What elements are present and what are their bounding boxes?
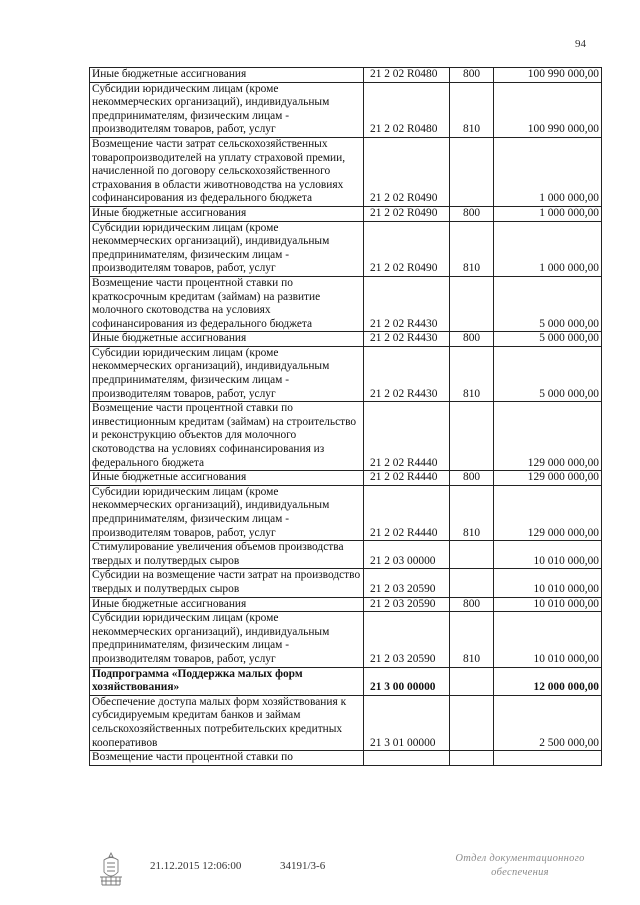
cell-description: Субсидии юридическим лицам (кроме некоммерческих организаций), индивидуальным предпринимателям, физическим лицам - производителям товаров, работ, услуг — [90, 612, 364, 667]
cell-amount: 10 010 000,00 — [494, 541, 602, 569]
cell-description: Субсидии юридическим лицам (кроме некоммерческих организаций), индивидуальным предпринимателям, физическим лицам - производителям товаров, работ, услуг — [90, 485, 364, 540]
cell-amount: 129 000 000,00 — [494, 402, 602, 471]
cell-expense-type: 810 — [450, 346, 494, 401]
footer-document-code: 34191/3-6 — [280, 860, 326, 872]
cell-expense-type — [450, 695, 494, 750]
cell-description: Субсидии юридическим лицам (кроме некоммерческих организаций), индивидуальным предпринимателям, физическим лицам - производителям товаров, работ, услуг — [90, 221, 364, 276]
cell-target-code: 21 2 02 R0480 — [364, 82, 450, 137]
cell-amount: 1 000 000,00 — [494, 221, 602, 276]
cell-target-code: 21 2 02 R4440 — [364, 402, 450, 471]
cell-target-code: 21 2 02 R4440 — [364, 471, 450, 486]
table-row — [90, 346, 602, 401]
cell-amount: 100 990 000,00 — [494, 68, 602, 83]
cell-target-code: 21 3 00 00000 — [364, 667, 450, 695]
cell-amount: 100 990 000,00 — [494, 82, 602, 137]
page-number: 94 — [575, 38, 586, 50]
cell-description: Возмещение части процентной ставки по инвестиционным кредитам (займам) на строительство и реконструкцию объектов для молочного скотоводства на условиях софинансирования из федерального бюджета — [90, 402, 364, 471]
table-row — [90, 695, 602, 750]
cell-target-code: 21 2 02 R0490 — [364, 137, 450, 206]
cell-amount — [494, 751, 602, 766]
stamp-line-1: Отдел документационного — [455, 853, 585, 864]
table-row — [90, 541, 602, 569]
cell-description: Возмещение части процентной ставки по — [90, 751, 364, 766]
budget-table — [89, 67, 602, 766]
table-row — [90, 667, 602, 695]
cell-target-code: 21 2 02 R4430 — [364, 346, 450, 401]
cell-target-code — [364, 751, 450, 766]
table-row — [90, 751, 602, 766]
cell-amount: 1 000 000,00 — [494, 137, 602, 206]
cell-target-code: 21 2 03 20590 — [364, 569, 450, 597]
stamp-line-2: обеспечения — [491, 867, 549, 878]
cell-target-code: 21 2 02 R0490 — [364, 206, 450, 221]
cell-expense-type: 810 — [450, 82, 494, 137]
cell-expense-type: 800 — [450, 471, 494, 486]
cell-target-code: 21 2 02 R4430 — [364, 276, 450, 331]
cell-description: Подпрограмма «Поддержка малых форм хозяйствования» — [90, 667, 364, 695]
cell-description: Иные бюджетные ассигнования — [90, 597, 364, 612]
table-row — [90, 597, 602, 612]
department-stamp — [445, 852, 595, 880]
coat-of-arms-icon — [96, 850, 126, 888]
cell-amount: 10 010 000,00 — [494, 569, 602, 597]
cell-amount: 10 010 000,00 — [494, 597, 602, 612]
footer-datetime: 21.12.2015 12:06:00 — [150, 860, 242, 872]
cell-expense-type — [450, 402, 494, 471]
cell-description: Возмещение части затрат сельскохозяйственных товаропроизводителей на уплату страховой премии, начисленной по договору сельскохозяйственного страхования в области животноводства на условиях софинансирования из федерального бюджета — [90, 137, 364, 206]
table-row — [90, 82, 602, 137]
cell-expense-type: 800 — [450, 68, 494, 83]
cell-description: Субсидии юридическим лицам (кроме некоммерческих организаций), индивидуальным предпринимателям, физическим лицам - производителям товаров, работ, услуг — [90, 346, 364, 401]
cell-amount: 2 500 000,00 — [494, 695, 602, 750]
cell-target-code: 21 2 02 R0490 — [364, 221, 450, 276]
cell-expense-type — [450, 541, 494, 569]
cell-description: Стимулирование увеличения объемов производства твердых и полутвердых сыров — [90, 541, 364, 569]
cell-description: Субсидии юридическим лицам (кроме некоммерческих организаций), индивидуальным предпринимателям, физическим лицам - производителям товаров, работ, услуг — [90, 82, 364, 137]
cell-description: Иные бюджетные ассигнования — [90, 68, 364, 83]
table-row — [90, 332, 602, 347]
table-row — [90, 68, 602, 83]
cell-amount: 10 010 000,00 — [494, 612, 602, 667]
cell-target-code: 21 2 02 R4440 — [364, 485, 450, 540]
cell-expense-type: 810 — [450, 612, 494, 667]
table-row — [90, 206, 602, 221]
table-row — [90, 137, 602, 206]
cell-expense-type: 810 — [450, 221, 494, 276]
cell-description: Субсидии на возмещение части затрат на производство твердых и полутвердых сыров — [90, 569, 364, 597]
table-row — [90, 569, 602, 597]
cell-expense-type — [450, 667, 494, 695]
cell-target-code: 21 2 02 R4430 — [364, 332, 450, 347]
cell-amount: 129 000 000,00 — [494, 485, 602, 540]
cell-description: Иные бюджетные ассигнования — [90, 471, 364, 486]
cell-amount: 1 000 000,00 — [494, 206, 602, 221]
cell-expense-type: 800 — [450, 332, 494, 347]
table-row — [90, 221, 602, 276]
cell-expense-type — [450, 276, 494, 331]
cell-description: Возмещение части процентной ставки по краткосрочным кредитам (займам) на развитие молочного скотоводства на условиях софинансирования из федерального бюджета — [90, 276, 364, 331]
cell-expense-type — [450, 569, 494, 597]
cell-description: Иные бюджетные ассигнования — [90, 206, 364, 221]
cell-expense-type: 800 — [450, 206, 494, 221]
cell-expense-type — [450, 751, 494, 766]
cell-description: Иные бюджетные ассигнования — [90, 332, 364, 347]
cell-description: Обеспечение доступа малых форм хозяйствования к субсидируемым кредитам банков и займам сельскохозяйственных потребительских кредитных кооперативов — [90, 695, 364, 750]
cell-expense-type: 810 — [450, 485, 494, 540]
cell-target-code: 21 2 03 00000 — [364, 541, 450, 569]
cell-target-code: 21 2 03 20590 — [364, 597, 450, 612]
table-row — [90, 402, 602, 471]
cell-target-code: 21 3 01 00000 — [364, 695, 450, 750]
cell-amount: 5 000 000,00 — [494, 332, 602, 347]
cell-amount: 5 000 000,00 — [494, 276, 602, 331]
table-row — [90, 471, 602, 486]
cell-amount: 12 000 000,00 — [494, 667, 602, 695]
table-row — [90, 612, 602, 667]
cell-target-code: 21 2 02 R0480 — [364, 68, 450, 83]
cell-target-code: 21 2 03 20590 — [364, 612, 450, 667]
cell-amount: 5 000 000,00 — [494, 346, 602, 401]
page-footer — [0, 853, 640, 898]
table-row — [90, 485, 602, 540]
cell-amount: 129 000 000,00 — [494, 471, 602, 486]
table-row — [90, 276, 602, 331]
cell-expense-type — [450, 137, 494, 206]
cell-expense-type: 800 — [450, 597, 494, 612]
budget-table-body — [90, 68, 602, 766]
